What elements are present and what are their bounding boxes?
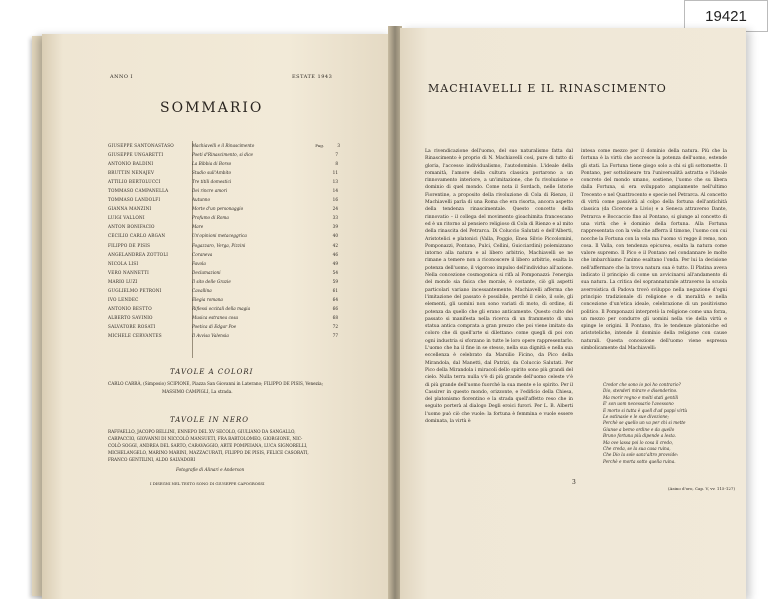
toc-author: ATTILIO BERTOLUCCI xyxy=(108,179,161,185)
toc-author: IVO LENDEC xyxy=(108,296,139,302)
toc-author: GUGLIELMO PETRONI xyxy=(108,287,162,293)
nero-text-4: MICHELANGELO, MARINO MARINI, MAZZACURATI, FILIPPO DE PISIS, FELICE CASORATI, xyxy=(108,450,309,455)
toc-row xyxy=(108,250,340,259)
nero-text-3: COLÒ SOGGI, ANDREA DEL SARTO, CARAVAGGIO, ARTE POMPEIANA, LUCA SIGNORELLI, xyxy=(108,443,308,448)
toc-author: CECILIO CARLO ARGAN xyxy=(108,233,166,239)
toc-author: ANGELANDREA ZOTTOLI xyxy=(108,251,169,257)
poem-line: Che Dio la sole sanz'altro provvide: xyxy=(603,452,679,458)
toc-page-number: 33 xyxy=(332,215,338,221)
toc-page-number: 68 xyxy=(332,314,338,320)
nero-text-5: FRANCO GENTILINI, ALDO SALVADORI xyxy=(108,457,196,462)
toc-title: Declamazioni xyxy=(192,269,221,275)
toc-page-number: 72 xyxy=(332,323,338,329)
poem-line: Perchè se quello un va per chi si mette xyxy=(603,420,686,426)
toc-page-number: 39 xyxy=(332,224,338,230)
toc-author: TOMMASO CAMPANELLA xyxy=(108,188,169,194)
toc-author: TOMMASO LANDOLFI xyxy=(108,197,161,203)
toc-title: Autunno xyxy=(192,197,211,203)
toc-page-number: 59 xyxy=(332,278,338,284)
toc-title: Mare xyxy=(192,224,204,230)
poem-line: Ma morir regno e molti stati gentili xyxy=(603,394,679,400)
toc-page-number: 16 xyxy=(332,197,338,203)
toc-page-number: 24 xyxy=(332,206,338,212)
table-of-contents xyxy=(108,141,340,340)
toc-title: La Bibbia di Borso xyxy=(192,161,232,167)
toc-title: Dei rincre amori xyxy=(192,188,228,194)
toc-title: Favola xyxy=(192,260,206,266)
toc-author: NICOLA LISI xyxy=(108,260,139,266)
toc-row xyxy=(108,168,340,177)
toc-title: Un'opinioni metaceggrica xyxy=(192,233,247,239)
toc-row xyxy=(108,204,340,213)
poem-quote xyxy=(603,382,733,465)
toc-author: MARIO LUZI xyxy=(108,278,138,284)
poem-citation: (Asino d'oro, Cap. V, vv. 115-127) xyxy=(668,486,736,491)
issue-label: ANNO I xyxy=(110,74,134,80)
section-title-colori: TAVOLE A COLORI xyxy=(170,368,254,376)
toc-author: MICHELE CERVANTES xyxy=(108,333,162,338)
page-title: SOMMARIO xyxy=(160,100,264,116)
poem-line: E morto si tutta è quell d'ad pappi virtù xyxy=(603,407,688,413)
poem-line: Le ostinasie e le sue divozione; xyxy=(603,414,669,420)
toc-author: FILIPPO DE PISIS xyxy=(108,242,151,248)
toc-row xyxy=(108,268,340,277)
toc-author: ANTONIO BALDINI xyxy=(108,161,154,167)
poem-line: Che creda, se la sua casa ruina, xyxy=(603,446,671,452)
poem-line: E' son uom necessario l'avessono xyxy=(603,401,674,407)
poem-line: Credor che sono io poi ho contrario? xyxy=(603,382,681,387)
toc-row xyxy=(108,304,340,313)
toc-page-number: 66 xyxy=(332,305,338,311)
page-number: 3 xyxy=(572,479,576,486)
article-column-right: intesa come mezzo per il dominio della natura. Più che la fortuna è la virtù che accresce la potenza dell'uomo, estende gli stati. La Fortuna tiene giogo solo a chi si gli sottomette. Il Pontano, per sottolineare tra l'universalità astratta e l'ideale concreto del mondo umano, sostiene, l'uomo che su libera dalla Fortuna, si era sviluppato ampiamente nell'ultimo Trecento e nel Quattrocento e specie nel Petrarca. Al concetto di virtù come passività al colpo della fortuna dell'antichità classica (da Cicerone a Livio) e a Seneca attraverso Dante, Petrarca e Boccaccio fino al Pontano, si giunge al concetto di una virtù che è dominio della fortuna. Alla Fortuna rappresentata con la vela che afferra il timone, l'uomo con cui nocche la Fortuna con la vela ma l'uomo vi regge il remo, non cosa. Il Valla, con tendenza epicurea, esalta la natura come valore supremo. Il Pico e il Pontano nel condannare le molte che imbarchiamo l'animo esaltano l'onda. Per lui la decisione nell'affermare che la trova natura sua è tutto. Il Platina aveva indicato il principio di come un avvicinarsi all'andamento di sua natura. La critica del soprannaturale attraverso la scuola averroistica di Padova trovò sviluppo nella negazione d'ogni principio tradizionale di religione e di moralità e nella concezione d'un'etica ideale, celebrazione di un positivismo politico. Il Pomponazzi interpretò la religione come una forza, un mezzo per condurre gli uomini nella vie della virtù e spinge le origini. Il Pontano, fra le tendenze platoniche ed aristoteliche, intende il dominio della religione con cause naturali. Questa concezione dell'uomo viene espressa simbolicamente dal Machiavelli: xyxy=(581,149,727,352)
toc-page-number: 3 xyxy=(337,143,340,149)
toc-title: Coraneva xyxy=(192,251,213,257)
toc-page-label: Pag. xyxy=(315,143,325,149)
toc-page-number: 64 xyxy=(332,296,338,302)
toc-author: ANTONIO BESTTO xyxy=(108,305,152,311)
toc-title: Machiavelli e il Rinascimento xyxy=(191,143,255,149)
toc-page-number: 7 xyxy=(335,152,338,158)
poem-line: Bruno fortuna più dipende a lesta. xyxy=(603,433,677,439)
toc-title: Riflessi occitali della magia xyxy=(192,305,251,311)
section-title-nero: TAVOLE IN NERO xyxy=(170,416,250,424)
toc-row xyxy=(108,241,340,250)
toc-page-number: 8 xyxy=(335,161,338,167)
article-column-left: La rivendicazione dell'uomo, del suo naturalismo fatta dal Rinascimento è proprio di N. Machiavelli così, pure di tutto di gloria, l'accesso individualismo, l'autodominio. L'ideale della romanità, l'amore della cultura classica portarono a un rinnovamento interiore, a un'imitazione, che fu rivoluzione e dominio di quel mondo. Come nota il Sordach, nelle Istorie Fiorentine, a proposito della rivoluzione di Cola di Rienzo, il Machiavelli parla di una Roma che era risorta, ancora aspetto della tendenza rinascimentale. Questo concetto della rinnovatio – il collega del movimento gioachimita francescano ed è un ritorno al pensiero religioso di Cola di Rienzo e al mito della rinascita del Petrarca. Di Coluccio Salutati e dell'Alberti, Aristotelici e platonici (Valla, Poggio, Enea Silvio Piccolomini, Pomponazzi, Pontano, Pulci, Cellini, Guicciardini) polemizzano intorno alla natura e al libero arbitrio, Machiavelli se ne rimane a temere non a riconoscere il libero arbitrio, esalta la potenza dell'uomo, il vigoroso impulso dell'individuo all'azione. Nella concezione cosmogonica si rifà al Pomponazzi: l'energia del mondo sia fisica che morale, è costante, ciò gli aspetti particolari variano incessantemente. Machiavelli afferma che l'imitazione del passato è possibile, perché il cielo, il sole, gli elementi, gli uomini non sono variati di moto, di ordine, di potenza da quello che gli erano anticamente. Questo culto del passato si manifesta nella ricerca di un frammento di una statua antica comprata a gran prezzo che poi viene imitato da coloro che di quell'arte si dilettano: come quegli di poi con ogni industria si sforzano in tutte le loro opere rappresentarlo. L'uomo che ha il fine in se stesso, nella sua dignità e nella sua eccellenza è celebrato da Marsilio Ficino, da Pico della Mirandola, dal Manetti, dal Patrizi, da Coluccio Salutati. Per Pico della Mirandola i miracoli dello spirito sono più grandi del cielo. Nulla terra nulla v'è di più grande dell'uomo celeste v'è di più grande dell'uomo fuorché la sua mente e lo spirito. Per il Cassirer in questo mondo, orizzonte, e l'edificio della Chiesa, del platonismo fiorentino e la strada quell'affetto reso che in seguito porterà al dialogo Degli eroici furori. Per L. B. Alberti l'uomo può ciò che vuole: la fortuna è femmina e vuole essere dominata, la virtù è xyxy=(425,149,573,424)
toc-row xyxy=(108,295,340,304)
toc-page-number: 14 xyxy=(332,188,338,194)
toc-row xyxy=(108,277,340,286)
toc-row xyxy=(108,222,340,231)
toc-page-number: 54 xyxy=(332,269,338,275)
toc-title: Studio sull'Ambito xyxy=(192,170,232,176)
toc-row xyxy=(108,331,340,340)
toc-title: Il Avvisa Valensia xyxy=(192,333,229,338)
toc-title: Il sito delle Grazie xyxy=(192,278,231,284)
toc-page-number: 46 xyxy=(332,251,338,257)
season-label: ESTATE 1943 xyxy=(292,74,333,80)
toc-row xyxy=(108,231,340,240)
drawings-credit: I DISEGNI NEL TESTO SONO DI GIUSEPPE CAPOGROSSI xyxy=(150,481,265,486)
toc-row xyxy=(108,286,340,295)
toc-page-number: 49 xyxy=(332,260,338,266)
toc-author: GIANNA MANZINI xyxy=(108,206,152,212)
toc-author: BRUTTIN NENAJEV xyxy=(108,170,155,176)
colori-text-2: MASSIMO CAMPIGLI, La strada. xyxy=(162,389,233,394)
toc-row xyxy=(108,141,340,150)
toc-title: Cavallina xyxy=(192,287,212,293)
toc-author: GIUSEPPE SANTONASTASO xyxy=(108,143,174,149)
toc-row xyxy=(108,150,340,159)
colori-text-1: CARLO CARRÀ, (Simposio) SCIPIONE, Piazza San Giovanni in Laterano; FILIPPO DE PISIS, Venezia; xyxy=(108,381,324,386)
toc-page-number: 61 xyxy=(332,287,338,293)
toc-page-number: 11 xyxy=(332,170,338,176)
toc-title: Morte d'un personaggio xyxy=(192,206,244,212)
toc-row xyxy=(108,177,340,186)
catalog-number-tag: 19421 xyxy=(684,0,768,32)
toc-row xyxy=(108,195,340,204)
toc-row xyxy=(108,313,340,322)
toc-title: Tre titili domestici xyxy=(192,179,232,185)
poem-line: Ma ove lassa poi lo cosa il credo, xyxy=(603,439,674,445)
toc-title: Poeti d'Rinascimento, si dice xyxy=(192,152,254,158)
poem-line: Dio, stenderi mirare e disenderino. xyxy=(603,388,678,394)
toc-author: GIUSEPPE UNGARETTI xyxy=(108,152,164,158)
nero-text-1: RAFFAELLO, JACOPO BELLINI, ENNEPO DEL XV SECOLO, GIULIANO DA SANGALLO, xyxy=(108,429,296,434)
toc-page-number: 77 xyxy=(332,333,338,338)
poem-line: Giunse a bemo ordine e da quello xyxy=(603,426,675,432)
toc-row xyxy=(108,213,340,222)
article-title: MACHIAVELLI E IL RINASCIMENTO xyxy=(428,82,667,95)
toc-page-number: 13 xyxy=(332,179,338,185)
toc-author: ALBERTO SAVINIO xyxy=(108,314,153,320)
toc-page-number: 40 xyxy=(332,233,338,239)
toc-title: Poetica di Edgar Poe xyxy=(192,323,237,329)
toc-row xyxy=(108,159,340,168)
toc-title: Elegia romana xyxy=(192,296,223,302)
toc-page-number: 42 xyxy=(332,242,338,248)
toc-title: Fogazzaro, Verga, Pizzini xyxy=(192,242,246,248)
nero-text-2: CARPACCIO, GIOVANNI DI NICCOLÒ MANSUETI, FRA BARTOLOMEO, GIORGIONE, NIC- xyxy=(108,436,303,441)
toc-title: Musica estranea cosa xyxy=(192,314,238,320)
toc-author: SALVATORE ROSATI xyxy=(108,323,156,329)
toc-row xyxy=(108,322,340,331)
nero-credit: Fotografie di Alinari e Anderson xyxy=(176,467,245,472)
toc-title: Profumo di Roma xyxy=(192,215,229,221)
toc-author: VERO NANNETTI xyxy=(108,269,149,275)
toc-author: LUIGI VALLONI xyxy=(108,215,145,221)
toc-author: ANTON BONIFACIO xyxy=(108,224,155,230)
poem-line: Perchè e morta sotto quella ruina. xyxy=(603,458,676,464)
toc-row xyxy=(108,186,340,195)
toc-row xyxy=(108,259,340,268)
